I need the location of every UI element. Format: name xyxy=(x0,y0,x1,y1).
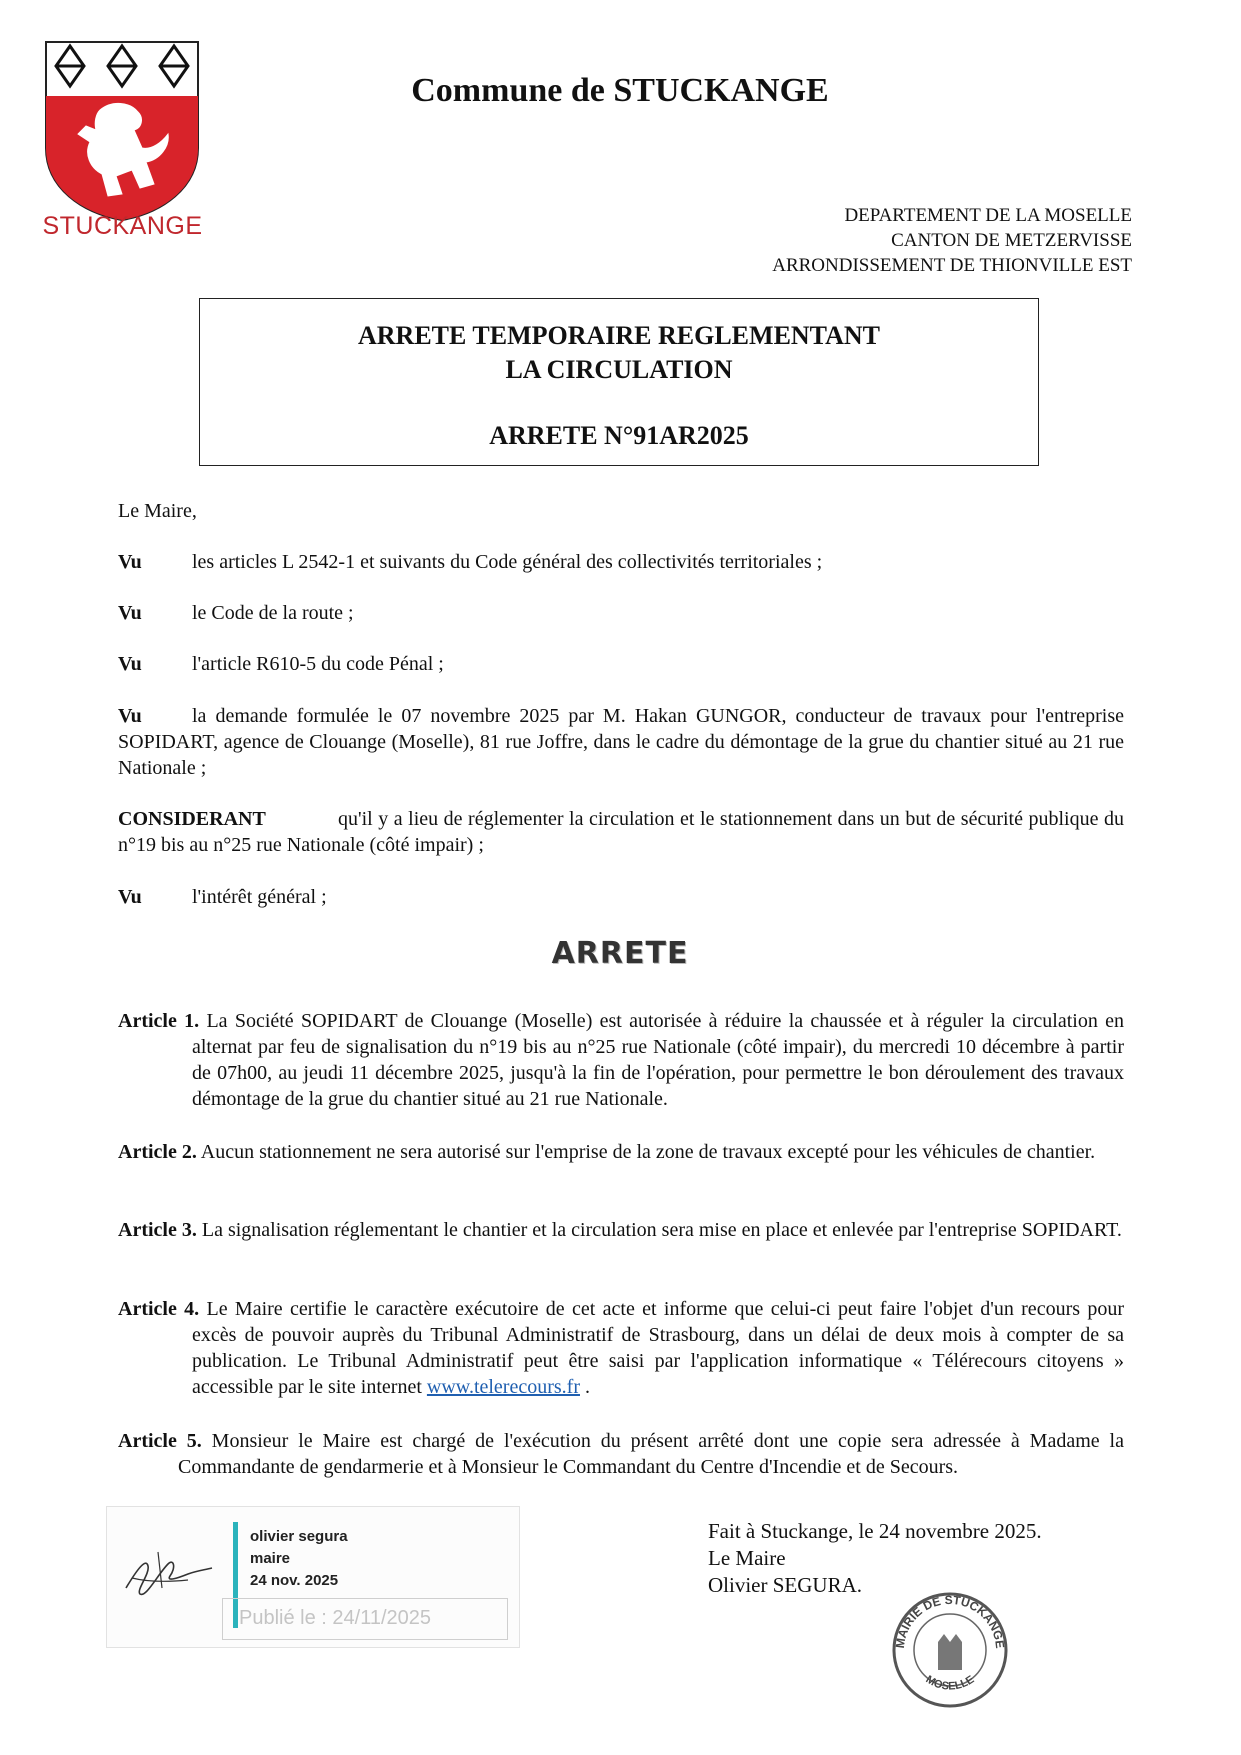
mayor-title: Le Maire xyxy=(708,1546,786,1570)
vu-text: la demande formulée le 07 novembre 2025 par M. Hakan GUNGOR, conducteur de travaux pour l'entreprise SOPIDART, agence de Clouange (Moselle), 81 rue Joffre, dans le cadre du démontage de la grue du chantier situé au 21 rue Nationale ; xyxy=(118,705,1124,779)
place-date-block xyxy=(708,1518,1042,1599)
vu-clause-5 xyxy=(118,884,1124,910)
telerecours-link[interactable]: www.telerecours.fr xyxy=(426,1376,580,1398)
published-stamp: Publié le : 24/11/2025 xyxy=(222,1598,508,1640)
considerant-text: qu'il y a lieu de réglementer la circulation et le stationnement dans un but de sécurité publique du n°19 bis au n°25 rue Nationale (côté impair) ; xyxy=(118,808,1124,856)
article-text: Le Maire certifie le caractère exécutoire de cet acte et informe que celui-ci peut faire l'objet d'un recours pour excès de pouvoir auprès du Tribunal Administratif de Strasbourg, dans un délai de deux mois à compter de sa publication. Le Tribunal Administratif peut être saisi par l'application informatique « Télérecours citoyens » accessible par le site internet xyxy=(192,1298,1124,1398)
vu-label: Vu xyxy=(118,705,142,727)
signature-date: 24 nov. 2025 xyxy=(250,1572,339,1589)
article-label: Article 1. xyxy=(118,1010,200,1032)
article-2 xyxy=(118,1139,1124,1165)
decree-title-line1: ARRETE TEMPORAIRE REGLEMENTANT xyxy=(358,321,880,350)
signer-role: maire xyxy=(250,1550,291,1567)
signer-info xyxy=(250,1526,348,1592)
considerant-clause xyxy=(118,806,1124,858)
article-text: La Société SOPIDART de Clouange (Moselle) est autorisée à réduire la chaussée et à réguler la circulation en alternat par feu de signalisation du n°19 bis au n°25 rue Nationale (côté impair), du mercredi 10 décembre à partir de 07h00, au jeudi 11 décembre 2025, jusqu'à la fin de l'opération, pour permettre le bon déroulement des travaux démontage de la grue du chantier situé au 21 rue Nationale. xyxy=(192,1010,1124,1110)
vu-clause-1 xyxy=(118,549,1124,575)
article-text: La signalisation réglementant le chantier et la circulation sera mise en place et enlevée par l'entreprise SOPIDART. xyxy=(201,1219,1122,1241)
decree-title-line2: LA CIRCULATION xyxy=(505,355,733,384)
department-line: DEPARTEMENT DE LA MOSELLE xyxy=(844,205,1132,226)
vu-text: l'article R610-5 du code Pénal ; xyxy=(192,653,444,675)
logo-text: STUCKANGE xyxy=(42,212,203,240)
article-text: Aucun stationnement ne sera autorisé sur l'emprise de la zone de travaux excepté pour les véhicules de chantier. xyxy=(200,1141,1096,1163)
vu-clause-4 xyxy=(118,703,1124,781)
article-text: Monsieur le Maire est chargé de l'exécution du présent arrêté dont une copie sera adressée à Madame la Commandante de gendarmerie et à Monsieur le Commandant du Centre d'Incendie et de Secours. xyxy=(178,1430,1124,1478)
considerant-label: CONSIDERANT xyxy=(118,808,266,830)
article-3 xyxy=(118,1217,1124,1243)
arrondissement-line: ARRONDISSEMENT DE THIONVILLE EST xyxy=(772,255,1132,276)
stamp-bottom-text: MOSELLE xyxy=(923,1673,977,1693)
fait-line: Fait à Stuckange, le 24 novembre 2025. xyxy=(708,1519,1042,1543)
article-5 xyxy=(118,1428,1124,1480)
article-label: Article 4. xyxy=(118,1298,200,1320)
vu-clause-3 xyxy=(118,651,1124,677)
arrete-heading: ARRETE xyxy=(551,936,689,971)
commune-title: Commune de STUCKANGE xyxy=(411,72,829,109)
article-label: Article 2. xyxy=(118,1141,197,1163)
vu-label: Vu xyxy=(118,653,142,675)
mayor-name: Olivier SEGURA. xyxy=(708,1573,862,1597)
vu-label: Vu xyxy=(118,602,142,624)
administrative-block xyxy=(620,203,1132,278)
article-4 xyxy=(118,1296,1124,1400)
vu-label: Vu xyxy=(118,551,142,573)
vu-text: l'intérêt général ; xyxy=(192,886,327,908)
vu-label: Vu xyxy=(118,886,142,908)
handwritten-signature-icon xyxy=(118,1538,218,1602)
article-label: Article 5. xyxy=(118,1430,202,1452)
canton-line: CANTON DE METZERVISSE xyxy=(891,230,1132,251)
article-1 xyxy=(118,1008,1124,1112)
decree-title-box xyxy=(199,298,1039,466)
svg-text:MOSELLE xyxy=(924,1673,977,1692)
vu-text: les articles L 2542-1 et suivants du Code général des collectivités territoriales ; xyxy=(192,551,823,573)
vu-text: le Code de la route ; xyxy=(192,602,354,624)
mairie-stamp-icon xyxy=(890,1590,1010,1710)
article-end: . xyxy=(579,1376,590,1398)
vu-clause-2 xyxy=(118,600,1124,626)
signer-name: olivier segura xyxy=(250,1528,348,1545)
intro-line: Le Maire, xyxy=(118,500,197,522)
stamp-top-text: MAIRIE DE STUCKANGE xyxy=(892,1592,1008,1650)
article-label: Article 3. xyxy=(118,1219,197,1241)
decree-number: ARRETE N°91AR2025 xyxy=(489,421,749,450)
svg-text:MAIRIE DE STUCKANGE xyxy=(893,1593,1007,1649)
